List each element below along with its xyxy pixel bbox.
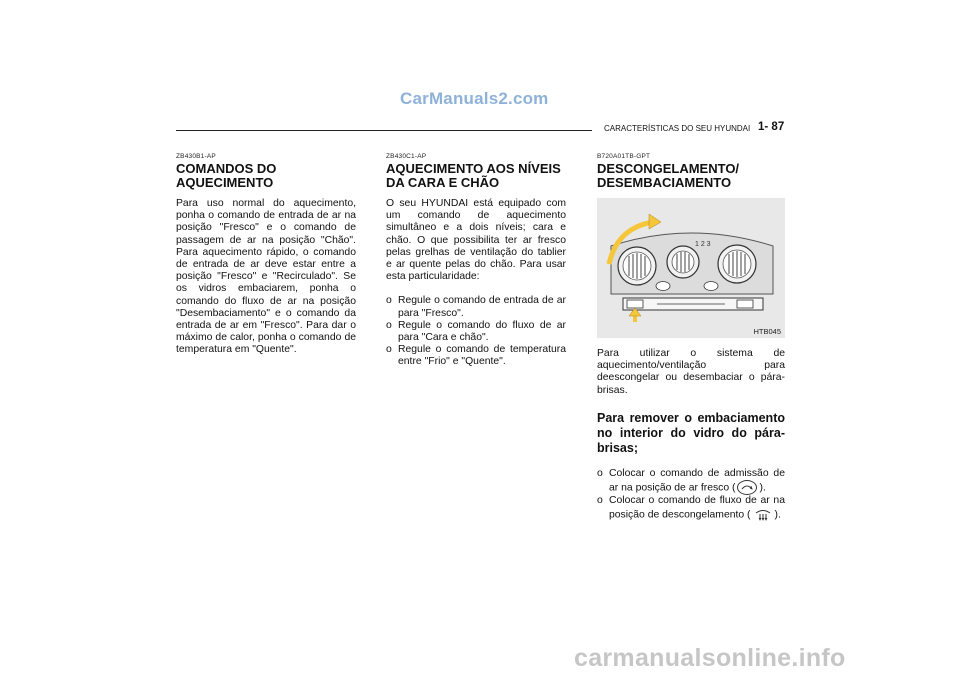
section-title-defrost: DESCONGELAMENTO/ DESEMBACIAMENTO bbox=[597, 161, 740, 190]
instruction-list bbox=[597, 468, 785, 522]
watermark-bottom: carmanualsonline.info bbox=[574, 644, 846, 672]
section-title-heater-controls: COMANDOS DO AQUECIMENTO bbox=[176, 161, 277, 190]
subheading: Para remover o embaciamento no interior do vidro do pára-brisas; bbox=[597, 410, 785, 455]
watermark-top[interactable]: CarManuals2.com bbox=[400, 89, 549, 108]
svg-text:1 2 3: 1 2 3 bbox=[695, 241, 711, 248]
body-text: Para uso normal do aquecimento, ponha o comando de entrada de ar na posição "Fresco" e o comando de passagem de ar na posição "Chão". Para aquecimento rápido, o comando de entrada de ar deve estar entre a posição "Fresco" e "Recirculado". Se os vidros embaciarem, ponha o comando do fluxo de ar na posição "Desembaciamento" e o comando da entrada de ar em "Fresco". Para dar o máximo de calor, ponha o comando de temperatura em "Quente". bbox=[176, 198, 356, 356]
list-item: o Regule o comando de temperatura entre "Frio" e "Quente". bbox=[386, 344, 566, 368]
list-item: o Regule o comando do fluxo de ar para "Cara e chão". bbox=[386, 319, 566, 344]
instruction-list bbox=[386, 295, 566, 368]
section-title: CARACTERÍSTICAS DO SEU HYUNDAI bbox=[604, 124, 751, 133]
column-defrost bbox=[597, 153, 785, 522]
bullet-mark: o bbox=[386, 319, 392, 331]
figure-code: HTB045 bbox=[753, 327, 781, 336]
body-text: Para utilizar o sistema de aquecimento/ventilação para deescongelar ou desembaciar o pára-brisas. bbox=[597, 348, 785, 396]
bullet-mark: o bbox=[386, 344, 392, 356]
fresh-air-icon bbox=[737, 480, 757, 495]
list-item: o Colocar o comando de fluxo de ar na posição de descongelamento ( ). bbox=[597, 495, 785, 521]
heater-control-panel-figure bbox=[597, 198, 785, 338]
section-title-bilevel: AQUECIMENTO AOS NÍVEIS DA CARA E CHÃO bbox=[386, 161, 561, 190]
bullet-mark: o bbox=[597, 495, 603, 507]
bullet-mark: o bbox=[386, 295, 392, 307]
section-code: ZB430C1-AP bbox=[386, 153, 427, 160]
list-item: o Regule o comando de entrada de ar para "Fresco". bbox=[386, 295, 566, 319]
column-heater-controls bbox=[176, 153, 356, 369]
section-code: B720A01TB-GPT bbox=[597, 153, 651, 160]
page-number: 1- 87 bbox=[758, 121, 785, 133]
body-text: O seu HYUNDAI está equipado com um comando de aquecimento simultâneo e a dois níveis; cara e chão. O que possibilita ter ar fresco pelas grelhas de ventilação do tablier e ar quente pelas do chão. Para usar esta particularidade: bbox=[386, 198, 566, 283]
defrost-icon bbox=[753, 507, 773, 522]
header-rule bbox=[176, 130, 592, 131]
section-code: ZB430B1-AP bbox=[176, 153, 216, 160]
heater-panel-illustration bbox=[597, 198, 785, 338]
list-item: o Colocar o comando de admissão de ar na posição de ar fresco ( ). bbox=[597, 467, 785, 494]
bullet-mark: o bbox=[597, 467, 603, 479]
column-bilevel-heating bbox=[386, 153, 566, 369]
